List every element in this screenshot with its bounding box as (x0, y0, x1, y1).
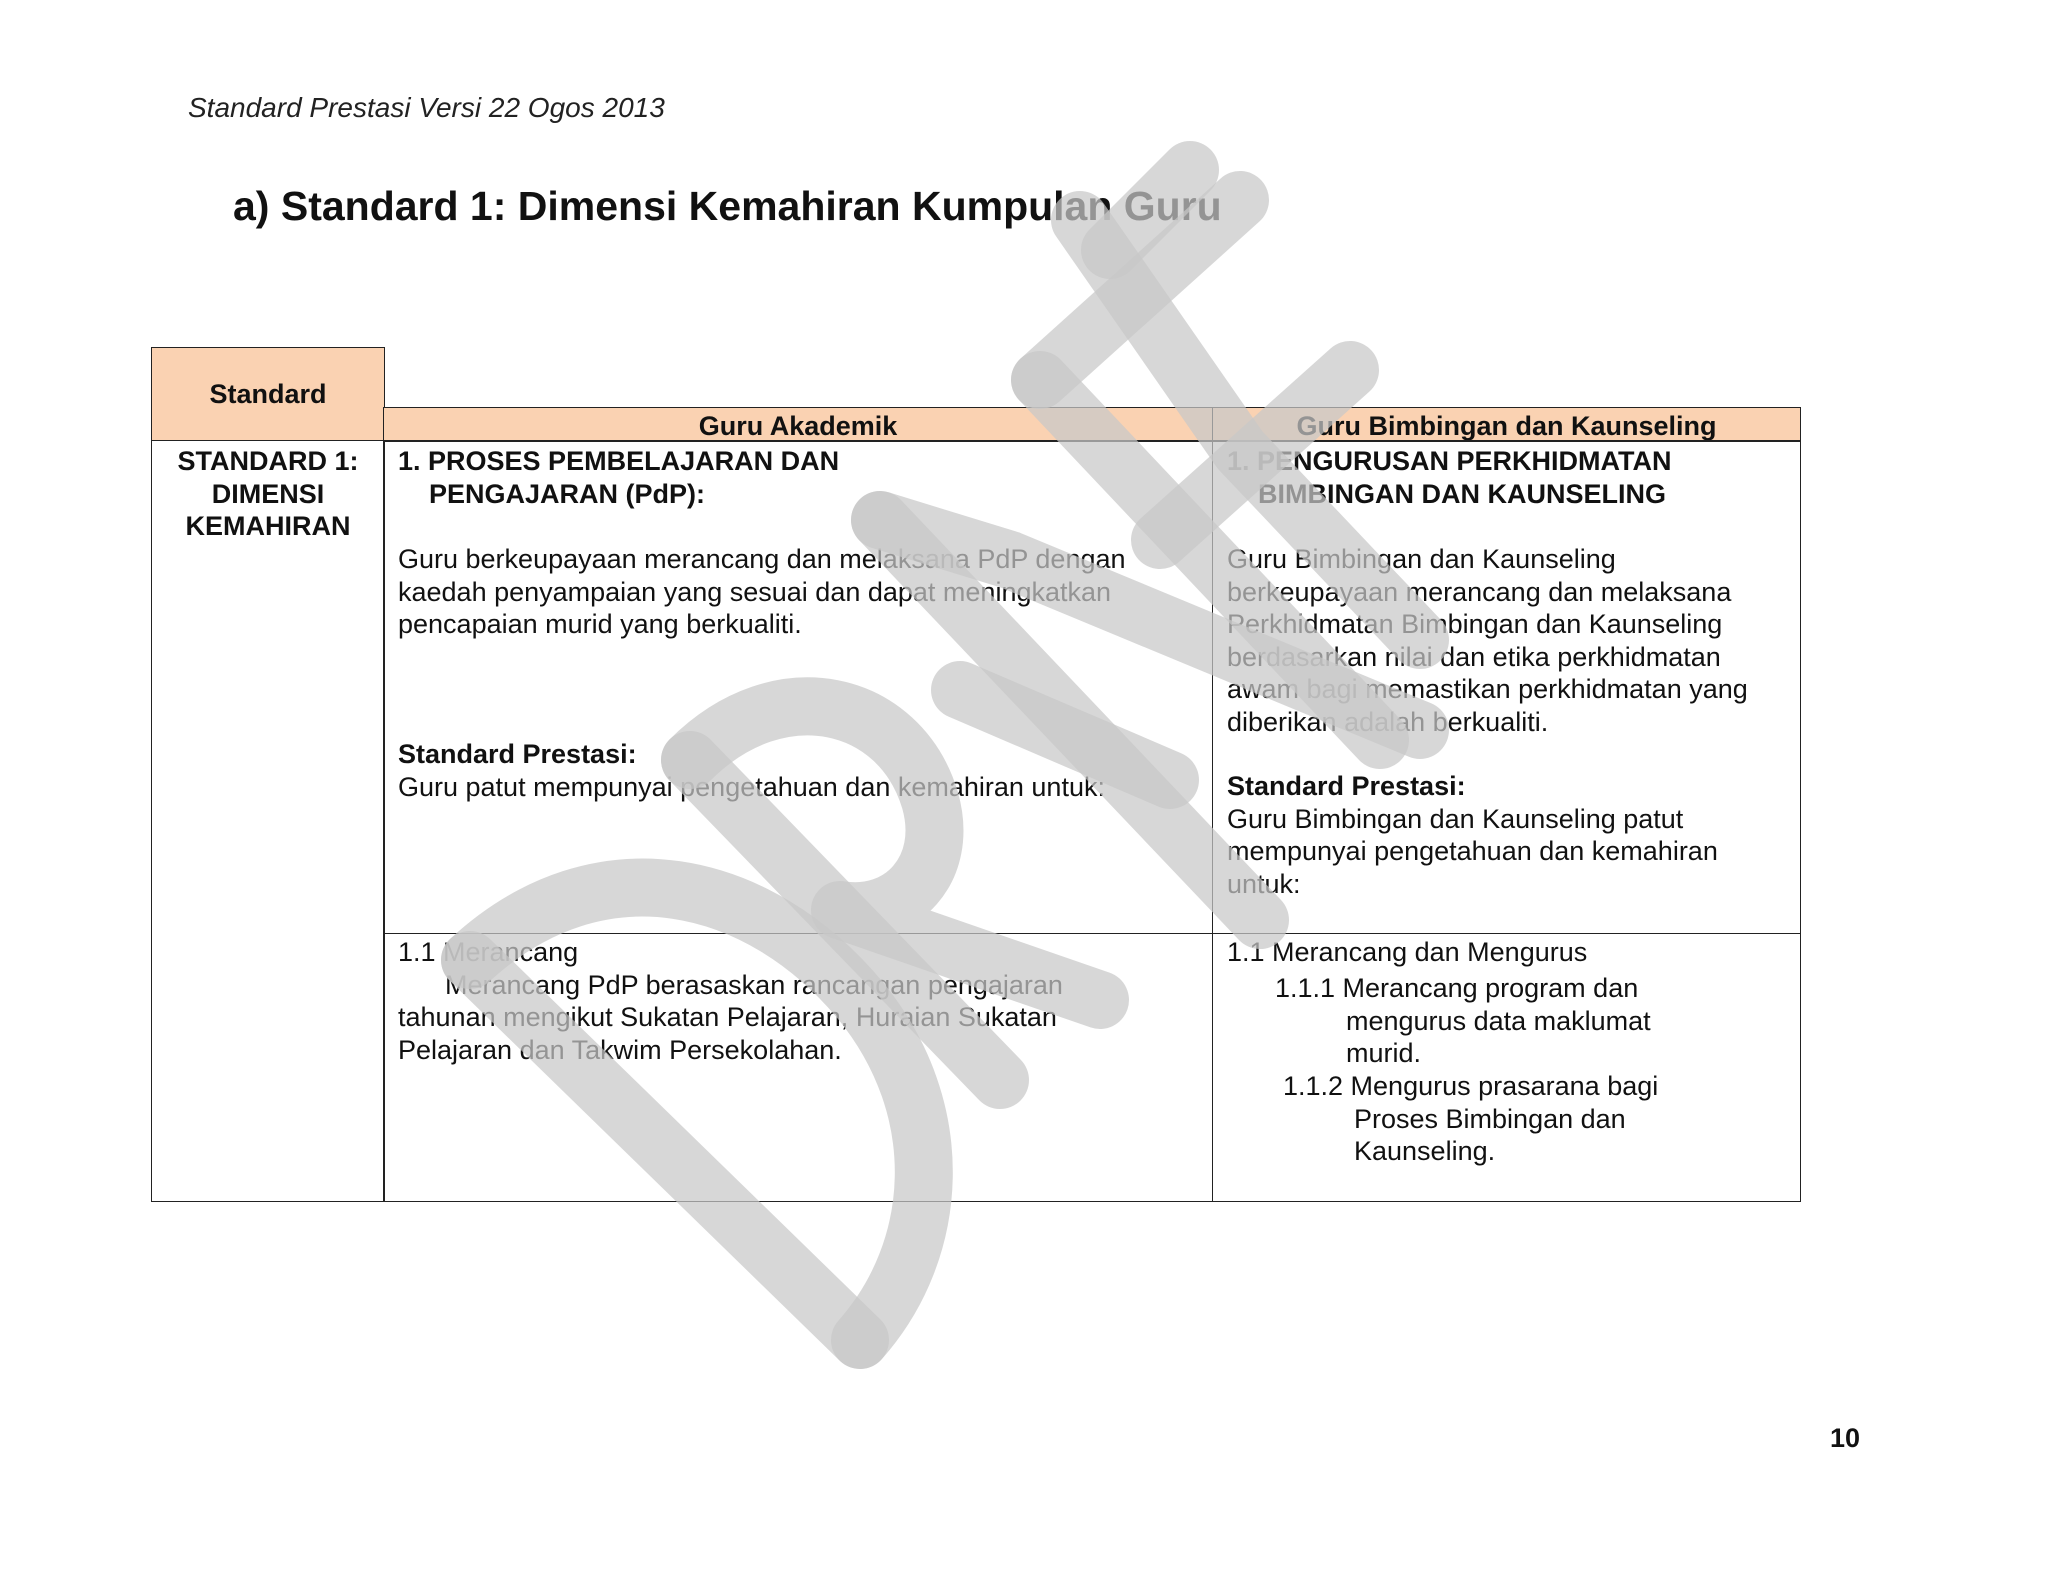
akademik-heading-line: PENGAJARAN (PdP): (429, 478, 706, 509)
col-header-akademik (383, 407, 1213, 442)
bimbingan-item-title: 1.1 Merancang dan Mengurus (1227, 937, 1588, 967)
bimbingan-subitem-line: 1.1.2 Mengurus prasarana bagi (1283, 1071, 1659, 1101)
bimbingan-overview-cell (1212, 440, 1801, 934)
standard-label-line: STANDARD 1: (177, 446, 359, 476)
bimbingan-heading-line: BIMBINGAN DAN KAUNSELING (1258, 478, 1666, 509)
akademik-description-line: kaedah penyampaian yang sesuai dan dapat meningkatkan (398, 576, 1112, 607)
bimbingan-subitem-line: Kaunseling. (1354, 1136, 1496, 1166)
bimbingan-subitem-line: Proses Bimbingan dan (1354, 1103, 1626, 1134)
bimbingan-description-line: berkeupayaan merancang dan melaksana (1227, 576, 1732, 607)
bimbingan-prestasi-label: Standard Prestasi: (1227, 771, 1466, 801)
bimbingan-subitem-line: 1.1.1 Merancang program dan (1275, 973, 1639, 1003)
akademik-item-line: tahunan mengikut Sukatan Pelajaran, Huraian Sukatan (398, 1002, 1057, 1032)
standard-label-cell (151, 440, 385, 1202)
standard-label-line: KEMAHIRAN (185, 511, 351, 541)
col-header-bimbingan (1212, 407, 1801, 442)
akademik-item-line: Merancang PdP berasaskan rancangan pengajaran (445, 969, 1063, 1000)
bimbingan-description-line: diberikan adalah berkualiti. (1227, 706, 1549, 737)
bimbingan-heading-line: 1. PENGURUSAN PERKHIDMATAN (1227, 446, 1672, 476)
akademik-item-line: Pelajaran dan Takwim Persekolahan. (398, 1034, 842, 1065)
akademik-heading-line: 1. PROSES PEMBELAJARAN DAN (398, 446, 840, 476)
col-header-bimbingan-label: Guru Bimbingan dan Kaunseling (1296, 411, 1717, 441)
akademik-item-title: 1.1 Merancang (398, 937, 579, 967)
page-title: a) Standard 1: Dimensi Kemahiran Kumpulan Guru (233, 183, 1222, 229)
col-header-akademik-label: Guru Akademik (698, 411, 898, 441)
akademik-description-line: Guru berkeupayaan merancang dan melaksana PdP dengan (398, 544, 1126, 574)
standard-label-line: DIMENSI (211, 478, 325, 509)
akademik-prestasi-text: Guru patut mempunyai pengetahuan dan kemahiran untuk: (398, 771, 1105, 802)
col-header-standard-label: Standard (209, 378, 327, 409)
bimbingan-item-cell (1212, 933, 1801, 1202)
bimbingan-prestasi-line: untuk: (1227, 868, 1301, 899)
akademik-overview-cell (383, 440, 1213, 934)
document-header-note: Standard Prestasi Versi 22 Ogos 2013 (188, 92, 665, 123)
bimbingan-subitem-line: mengurus data maklumat (1346, 1005, 1651, 1036)
bimbingan-description-line: awam bagi memastikan perkhidmatan yang (1227, 674, 1748, 704)
bimbingan-description-line: Guru Bimbingan dan Kaunseling (1227, 544, 1616, 574)
bimbingan-description-line: berdasarkan nilai dan etika perkhidmatan (1227, 641, 1721, 672)
bimbingan-description-line: Perkhidmatan Bimbingan dan Kaunseling (1227, 609, 1723, 639)
bimbingan-prestasi-line: mempunyai pengetahuan dan kemahiran (1227, 836, 1718, 866)
akademik-prestasi-label: Standard Prestasi: (398, 739, 637, 769)
col-header-standard (151, 347, 385, 441)
page-number: 10 (1830, 1423, 1861, 1453)
akademik-description-line: pencapaian murid yang berkualiti. (398, 609, 802, 639)
bimbingan-subitem-line: murid. (1346, 1038, 1422, 1068)
bimbingan-prestasi-line: Guru Bimbingan dan Kaunseling patut (1227, 803, 1684, 834)
akademik-item-cell (383, 933, 1213, 1202)
